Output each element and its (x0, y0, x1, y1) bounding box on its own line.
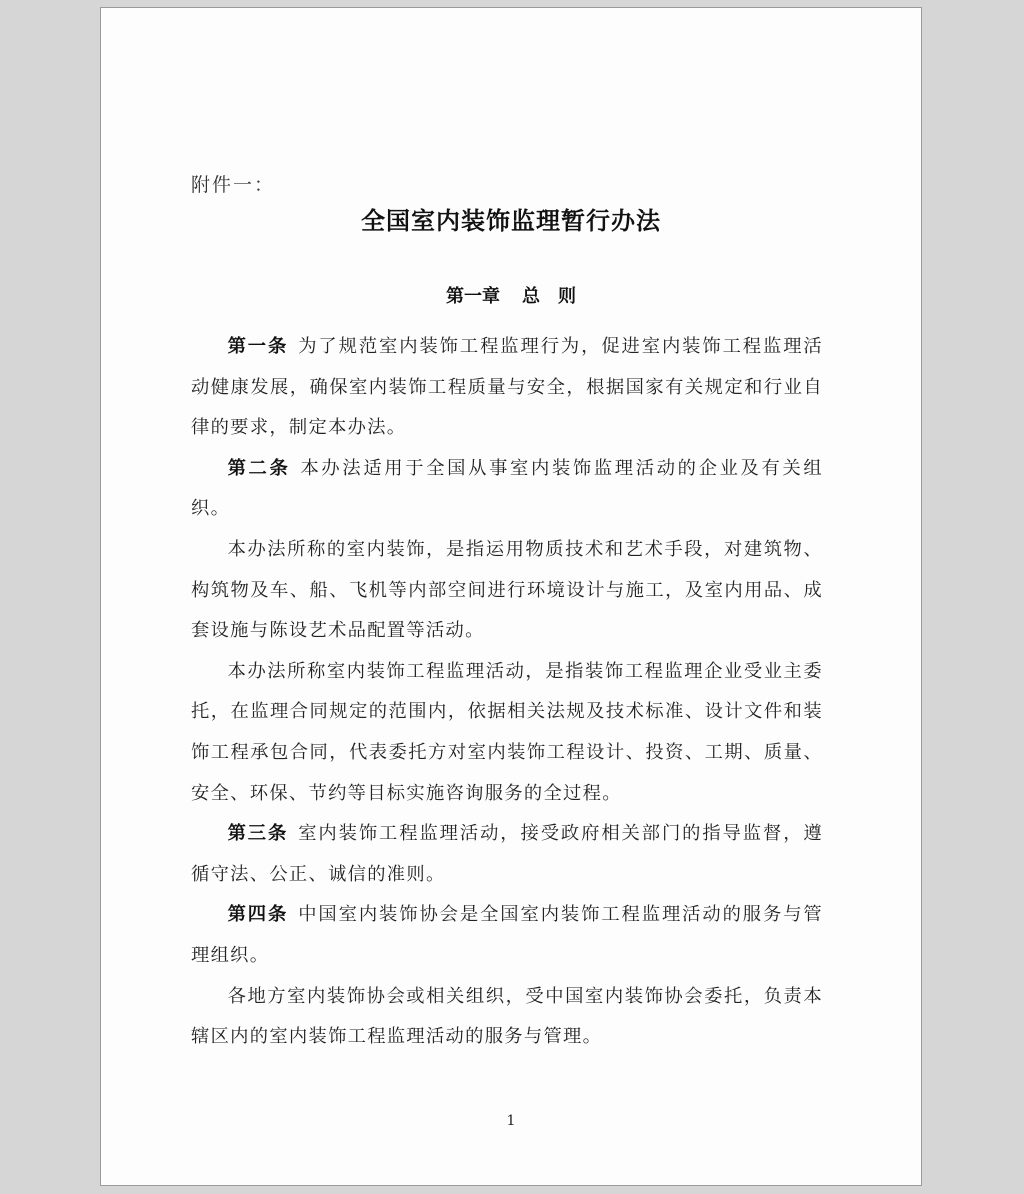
chapter-heading (101, 282, 921, 308)
article-label: 第一条 (227, 336, 289, 357)
paragraph-text: 为了规范室内装饰工程监理行为，促进室内装饰工程监理活动健康发展，确保室内装饰工程质量与安全，根据国家有关规定和行业自律的要求，制定本办法。 (191, 336, 823, 439)
page-number: 1 (506, 1113, 516, 1129)
document-body (191, 327, 823, 1058)
article-2-supervision-paragraph (191, 652, 823, 814)
paragraph-text: 室内装饰工程监理活动，接受政府相关部门的指导监督，遵循守法、公正、诚信的准则。 (191, 823, 823, 885)
document-page (100, 7, 922, 1186)
article-1-paragraph (191, 327, 823, 449)
article-label: 第三条 (227, 823, 289, 845)
paragraph-text: 中国室内装饰协会是全国室内装饰工程监理活动的服务与管理组织。 (191, 904, 823, 966)
paragraph-text: 本办法适用于全国从事室内装饰监理活动的企业及有关组织。 (191, 457, 823, 520)
paragraph-text: 各地方室内装饰协会或相关组织，受中国室内装饰协会委托，负责本辖区内的室内装饰工程监理活动的服务与管理。 (191, 985, 823, 1048)
article-3-paragraph (191, 814, 823, 895)
article-label: 第二条 (227, 457, 291, 479)
paragraph-text: 本办法所称室内装饰工程监理活动，是指装饰工程监理企业受业主委托，在监理合同规定的范围内，依据相关法规及技术标准、设计文件和装饰工程承包合同，代表委托方对室内装饰工程设计、投资、工期、质量、安全、环保、节约等目标实施咨询服务的全过程。 (191, 660, 823, 804)
chapter-name: 总 则 (522, 286, 576, 307)
article-2-paragraph (191, 449, 823, 530)
article-2-definition-paragraph (191, 530, 823, 652)
attachment-label: 附件一： (191, 174, 276, 196)
document-title: 全国室内装饰监理暂行办法 (361, 207, 661, 235)
article-4-paragraph (191, 895, 823, 976)
article-4-local-paragraph (191, 977, 823, 1058)
chapter-number: 第一章 (446, 286, 500, 307)
paragraph-text: 本办法所称的室内装饰，是指运用物质技术和艺术手段，对建筑物、构筑物及车、船、飞机等内部空间进行环境设计与施工，及室内用品、成套设施与陈设艺术品配置等活动。 (191, 538, 823, 642)
article-label: 第四条 (227, 904, 289, 926)
